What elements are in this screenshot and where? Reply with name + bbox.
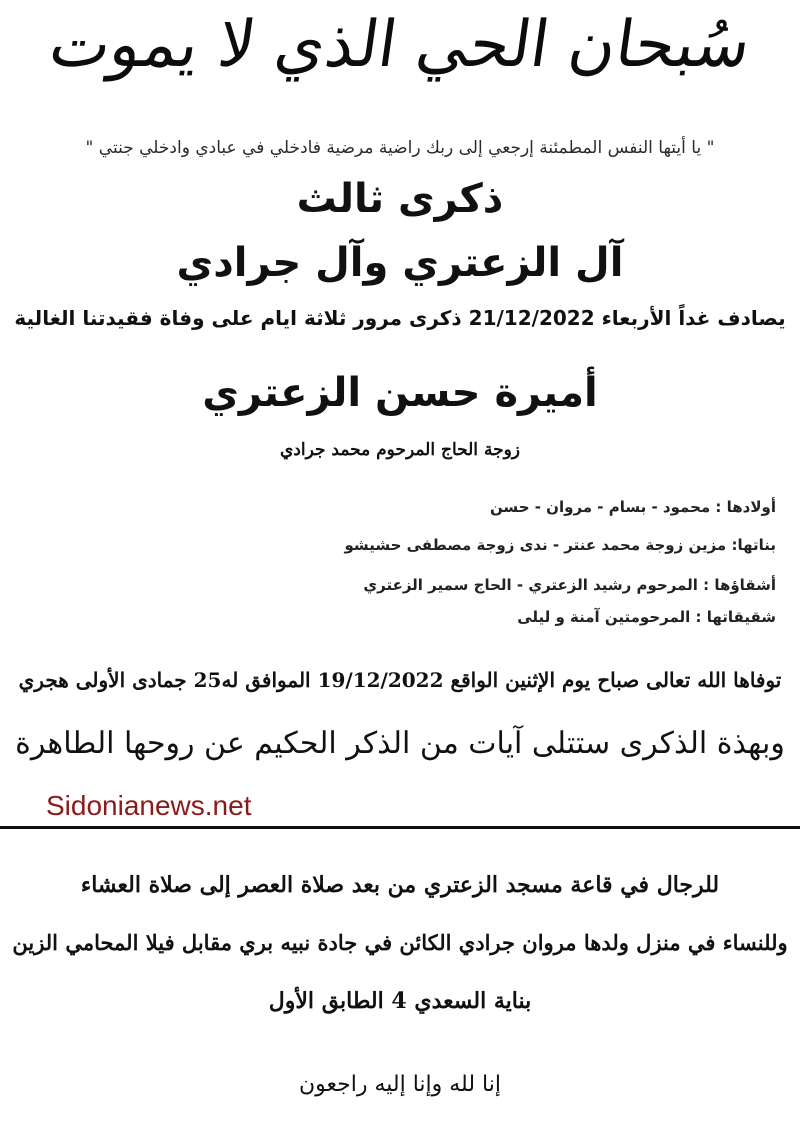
daughters-line: بناتها: مزين زوجة محمد عنتر - ندى زوجة مصطفى حشيشو bbox=[344, 536, 776, 554]
wife-of-line: زوجة الحاج المرحوم محمد جرادي bbox=[280, 440, 520, 460]
closing-phrase: إنا لله وإنا إليه راجعون bbox=[299, 1072, 501, 1097]
calligraphy-header: سُبحان الحي الذي لا يموت bbox=[44, 8, 756, 82]
condolences-women: وللنساء في منزل ولدها مروان جرادي الكائن في جادة نبيه بري مقابل فيلا المحامي الزين bbox=[12, 930, 788, 955]
quran-verse: " يا أيتها النفس المطمئنة إرجعي إلى ربك راضية مرضية فادخلي في عبادي وادخلي جنتي " bbox=[85, 138, 715, 158]
condolences-building: بناية السعدي 4 الطابق الأول bbox=[268, 988, 532, 1014]
brothers-line: أشقاؤها : المرحوم رشيد الزعتري - الحاج سمير الزعتري bbox=[363, 576, 776, 594]
deceased-name: أميرة حسن الزعتري bbox=[202, 370, 598, 416]
death-date-line: توفاها الله تعالى صباح يوم الإثنين الواقع 19/12/2022 الموافق له25 جمادى الأولى هجري bbox=[18, 668, 782, 692]
condolences-men: للرجال في قاعة مسجد الزعتري من بعد صلاة العصر إلى صلاة العشاء bbox=[80, 872, 720, 898]
announcement-line: يصادف غداً الأربعاء 21/12/2022 ذكرى مرور ثلاثة ايام على وفاة فقيدتنا الغالية bbox=[14, 306, 786, 330]
quran-reading-line: وبهذة الذكرى ستتلى آيات من الذكر الحكيم عن روحها الطاهرة bbox=[15, 726, 785, 761]
memorial-title: ذكرى ثالث bbox=[296, 176, 504, 222]
section-divider bbox=[0, 826, 800, 829]
watermark: Sidonianews.net bbox=[46, 790, 252, 821]
sisters-line: شقيقاتها : المرحومتين آمنة و ليلى bbox=[517, 608, 776, 626]
families-heading: آل الزعتري وآل جرادي bbox=[176, 240, 624, 286]
sons-line: أولادها : محمود - بسام - مروان - حسن bbox=[489, 498, 776, 516]
